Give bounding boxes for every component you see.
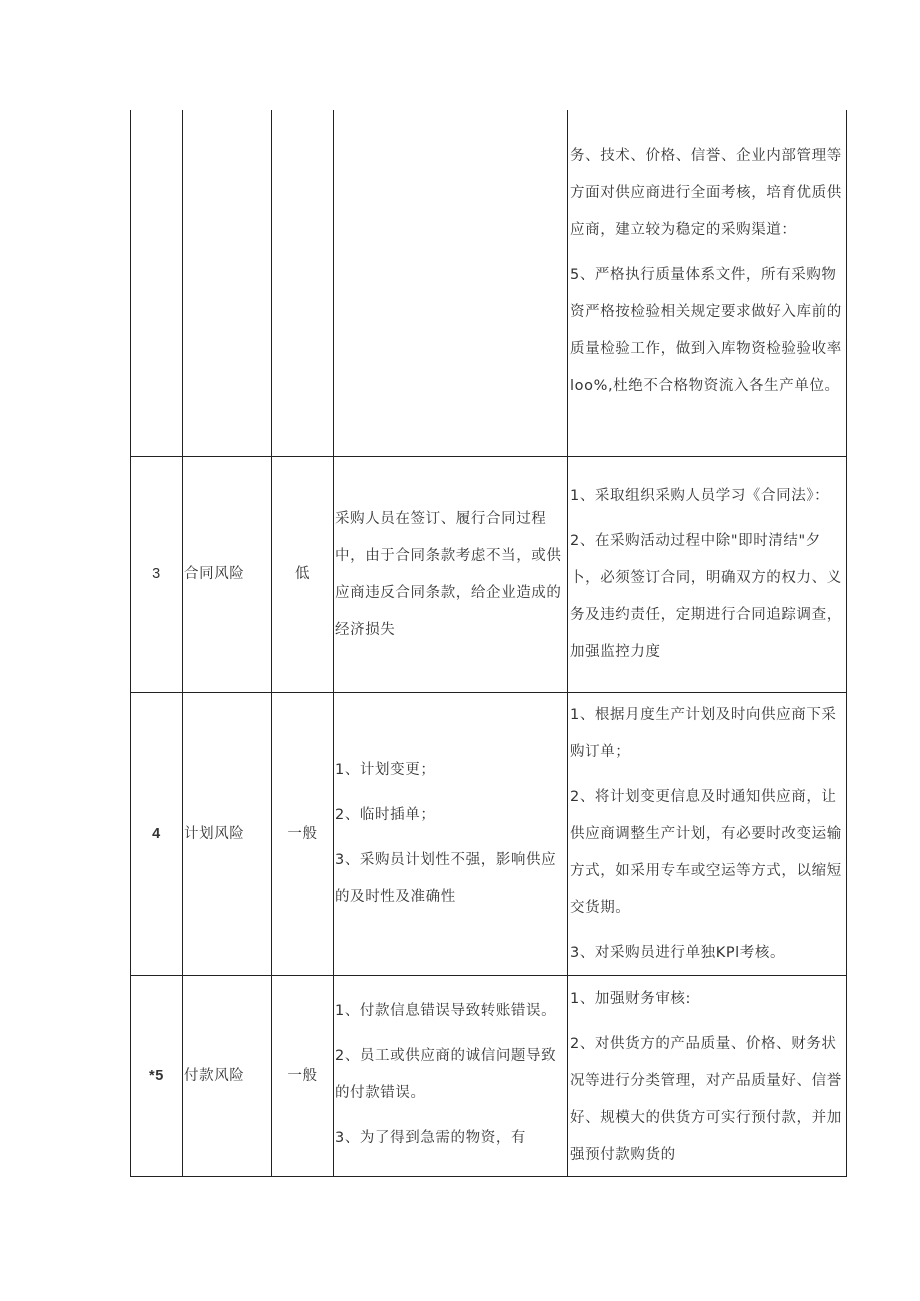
row-number: *5 (149, 1067, 164, 1084)
risk-description (335, 457, 567, 692)
risk-level: 一般 (287, 825, 318, 842)
measure-text: 2、在采购活动过程中除"即时清结"夕卜，必须签订合同，明确双方的权力、义务及违约责任，定期进行合同追踪调查，加强监控力度 (570, 533, 842, 660)
column-divider (567, 110, 568, 1177)
measure-text: 1、根据月度生产计划及时向供应商下采购订单； (570, 706, 837, 760)
risk-table (130, 110, 847, 1177)
measure-text: 2、对供货方的产品质量、价格、财务状况等进行分类管理，对产品质量好、信誉好、规模大的供货方可实行预付款，并加强预付款购货的 (570, 1036, 842, 1163)
description-text: 2、员工或供应商的诚信问题导致的付款错误。 (335, 1048, 557, 1101)
risk-measures (570, 457, 846, 692)
risk-description (335, 993, 567, 1176)
column-divider (182, 110, 183, 1177)
column-divider (333, 110, 334, 1177)
measure-text: 3、对采购员进行单独KPl考核。 (570, 944, 786, 961)
risk-name: 计划风险 (184, 825, 245, 842)
risk-measures (570, 693, 846, 975)
description-text: 2、临时插单； (335, 807, 436, 823)
risk-measures (570, 981, 846, 1176)
description-text: 采购人员在签订、履行合同过程中，由于合同条款考虑不当，或供应商违反合同条款，给企业造成的经济损失 (335, 510, 562, 638)
measure-text: 1、采取组织采购人员学习《合同法》： (570, 488, 830, 504)
table-row (570, 138, 846, 405)
description-text: 3、为了得到急需的物资，有 (335, 1130, 527, 1146)
measure-text: 务、技术、价格、信誉、企业内部管理等方面对供应商进行全面考核，培育优质供应商，建立较为稳定的采购渠道： (570, 148, 842, 238)
risk-name: 付款风险 (184, 1067, 245, 1084)
risk-level: 一般 (287, 1067, 318, 1084)
description-text: 1、付款信息错误导致转账错误。 (335, 1003, 557, 1019)
risk-level: 低 (294, 566, 311, 582)
description-text: 1、计划变更； (335, 762, 436, 778)
risk-description (335, 693, 567, 975)
measure-text: 1、加强财务审核: (570, 991, 692, 1007)
measure-text: 5、严格执行质量体系文件，所有采购物资严格按检验相关规定要求做好入库前的质量检验工作，做到入库物资检验验收率loo%,杜绝不合格物资流入各生产单位。 (570, 267, 842, 394)
row-number: 4 (152, 825, 161, 842)
measure-text: 2、将计划变更信息及时通知供应商，让供应商调整生产计划，有必要时改变运输方式，如采用专车或空运等方式，以缩短交货期。 (570, 788, 842, 916)
table-border-bottom (130, 1176, 847, 1177)
description-text: 3、采购员计划性不强，影响供应的及时性及准确性 (335, 852, 557, 905)
risk-name: 合同风险 (184, 566, 245, 582)
row-number: 3 (152, 566, 161, 582)
table-border-right (846, 110, 847, 1177)
